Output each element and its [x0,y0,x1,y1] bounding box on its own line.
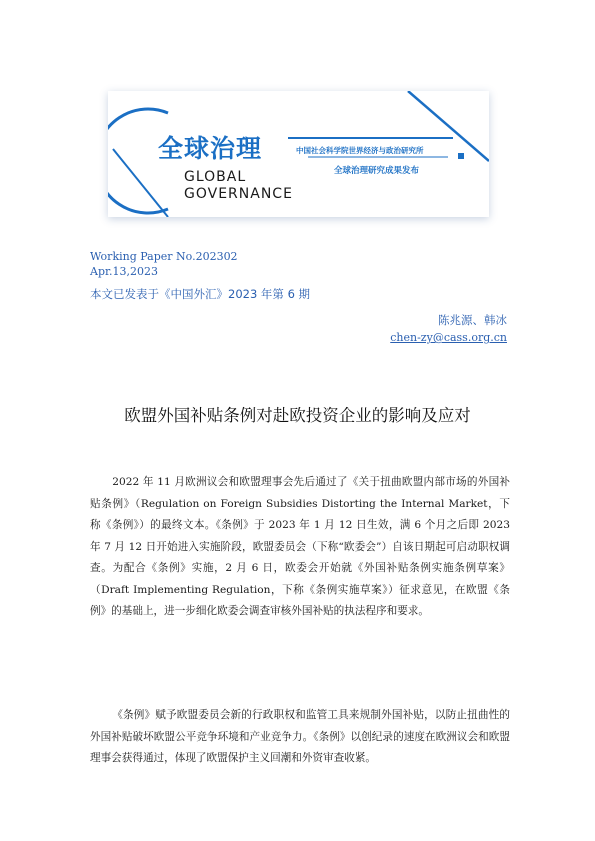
paper-info [90,249,238,279]
logo-english-line2: GOVERNANCE [184,186,293,202]
published-note: 本文已发表于《中国外汇》2023 年第 6 期 [90,287,311,301]
author-email-link[interactable]: chen-zy@cass.org.cn [390,331,507,344]
institute-name: 中国社会科学院世界经济与政治研究所 [296,146,424,155]
authors: 陈兆源、韩冰 [438,313,507,327]
logo-english-line1: GLOBAL [184,169,247,185]
publication-name: 全球治理研究成果发布 [334,166,420,176]
body-paragraph-1: 2022 年 11 月欧洲议会和欧盟理事会先后通过了《关于扭曲欧盟内部市场的外国补贴条例》（Regulation on Foreign Subsidies Distorting the Internal Market，下称《条例》）的最终文本。《条例》于 2023 年 1 月 12 日生效，满 6 个月之后即 2023 年 7 月 12 日开始进入实施阶段，欧盟委员会（下称“欧委会”）自该日期起可启动职权调查。为配合《条例》实施，2 月 6 日，欧委会开始就《外国补贴条例实施条例草案》（Draft Implementing Regulation，下称《条例实施草案》）征求意见，在欧盟《条例》的基础上，进一步细化欧委会调查审核外国补贴的执法程序和要求。 [90,476,510,617]
working-paper-number: Working Paper No.202302 [90,250,238,263]
paper-date: Apr.13,2023 [90,265,159,278]
body-paragraph-2: 《条例》赋予欧盟委员会新的行政职权和监管工具来规制外国补贴，以防止扭曲性的外国补贴破坏欧盟公平竞争环境和产业竞争力。《条例》以创纪录的速度在欧洲议会和欧盟理事会获得通过，体现了欧盟保护主义回潮和外资审查收紧。 [90,709,510,764]
logo-chinese: 全球治理 [158,134,263,163]
header-banner [108,91,489,217]
paper-title: 欧盟外国补贴条例对赴欧投资企业的影响及应对 [124,406,471,425]
